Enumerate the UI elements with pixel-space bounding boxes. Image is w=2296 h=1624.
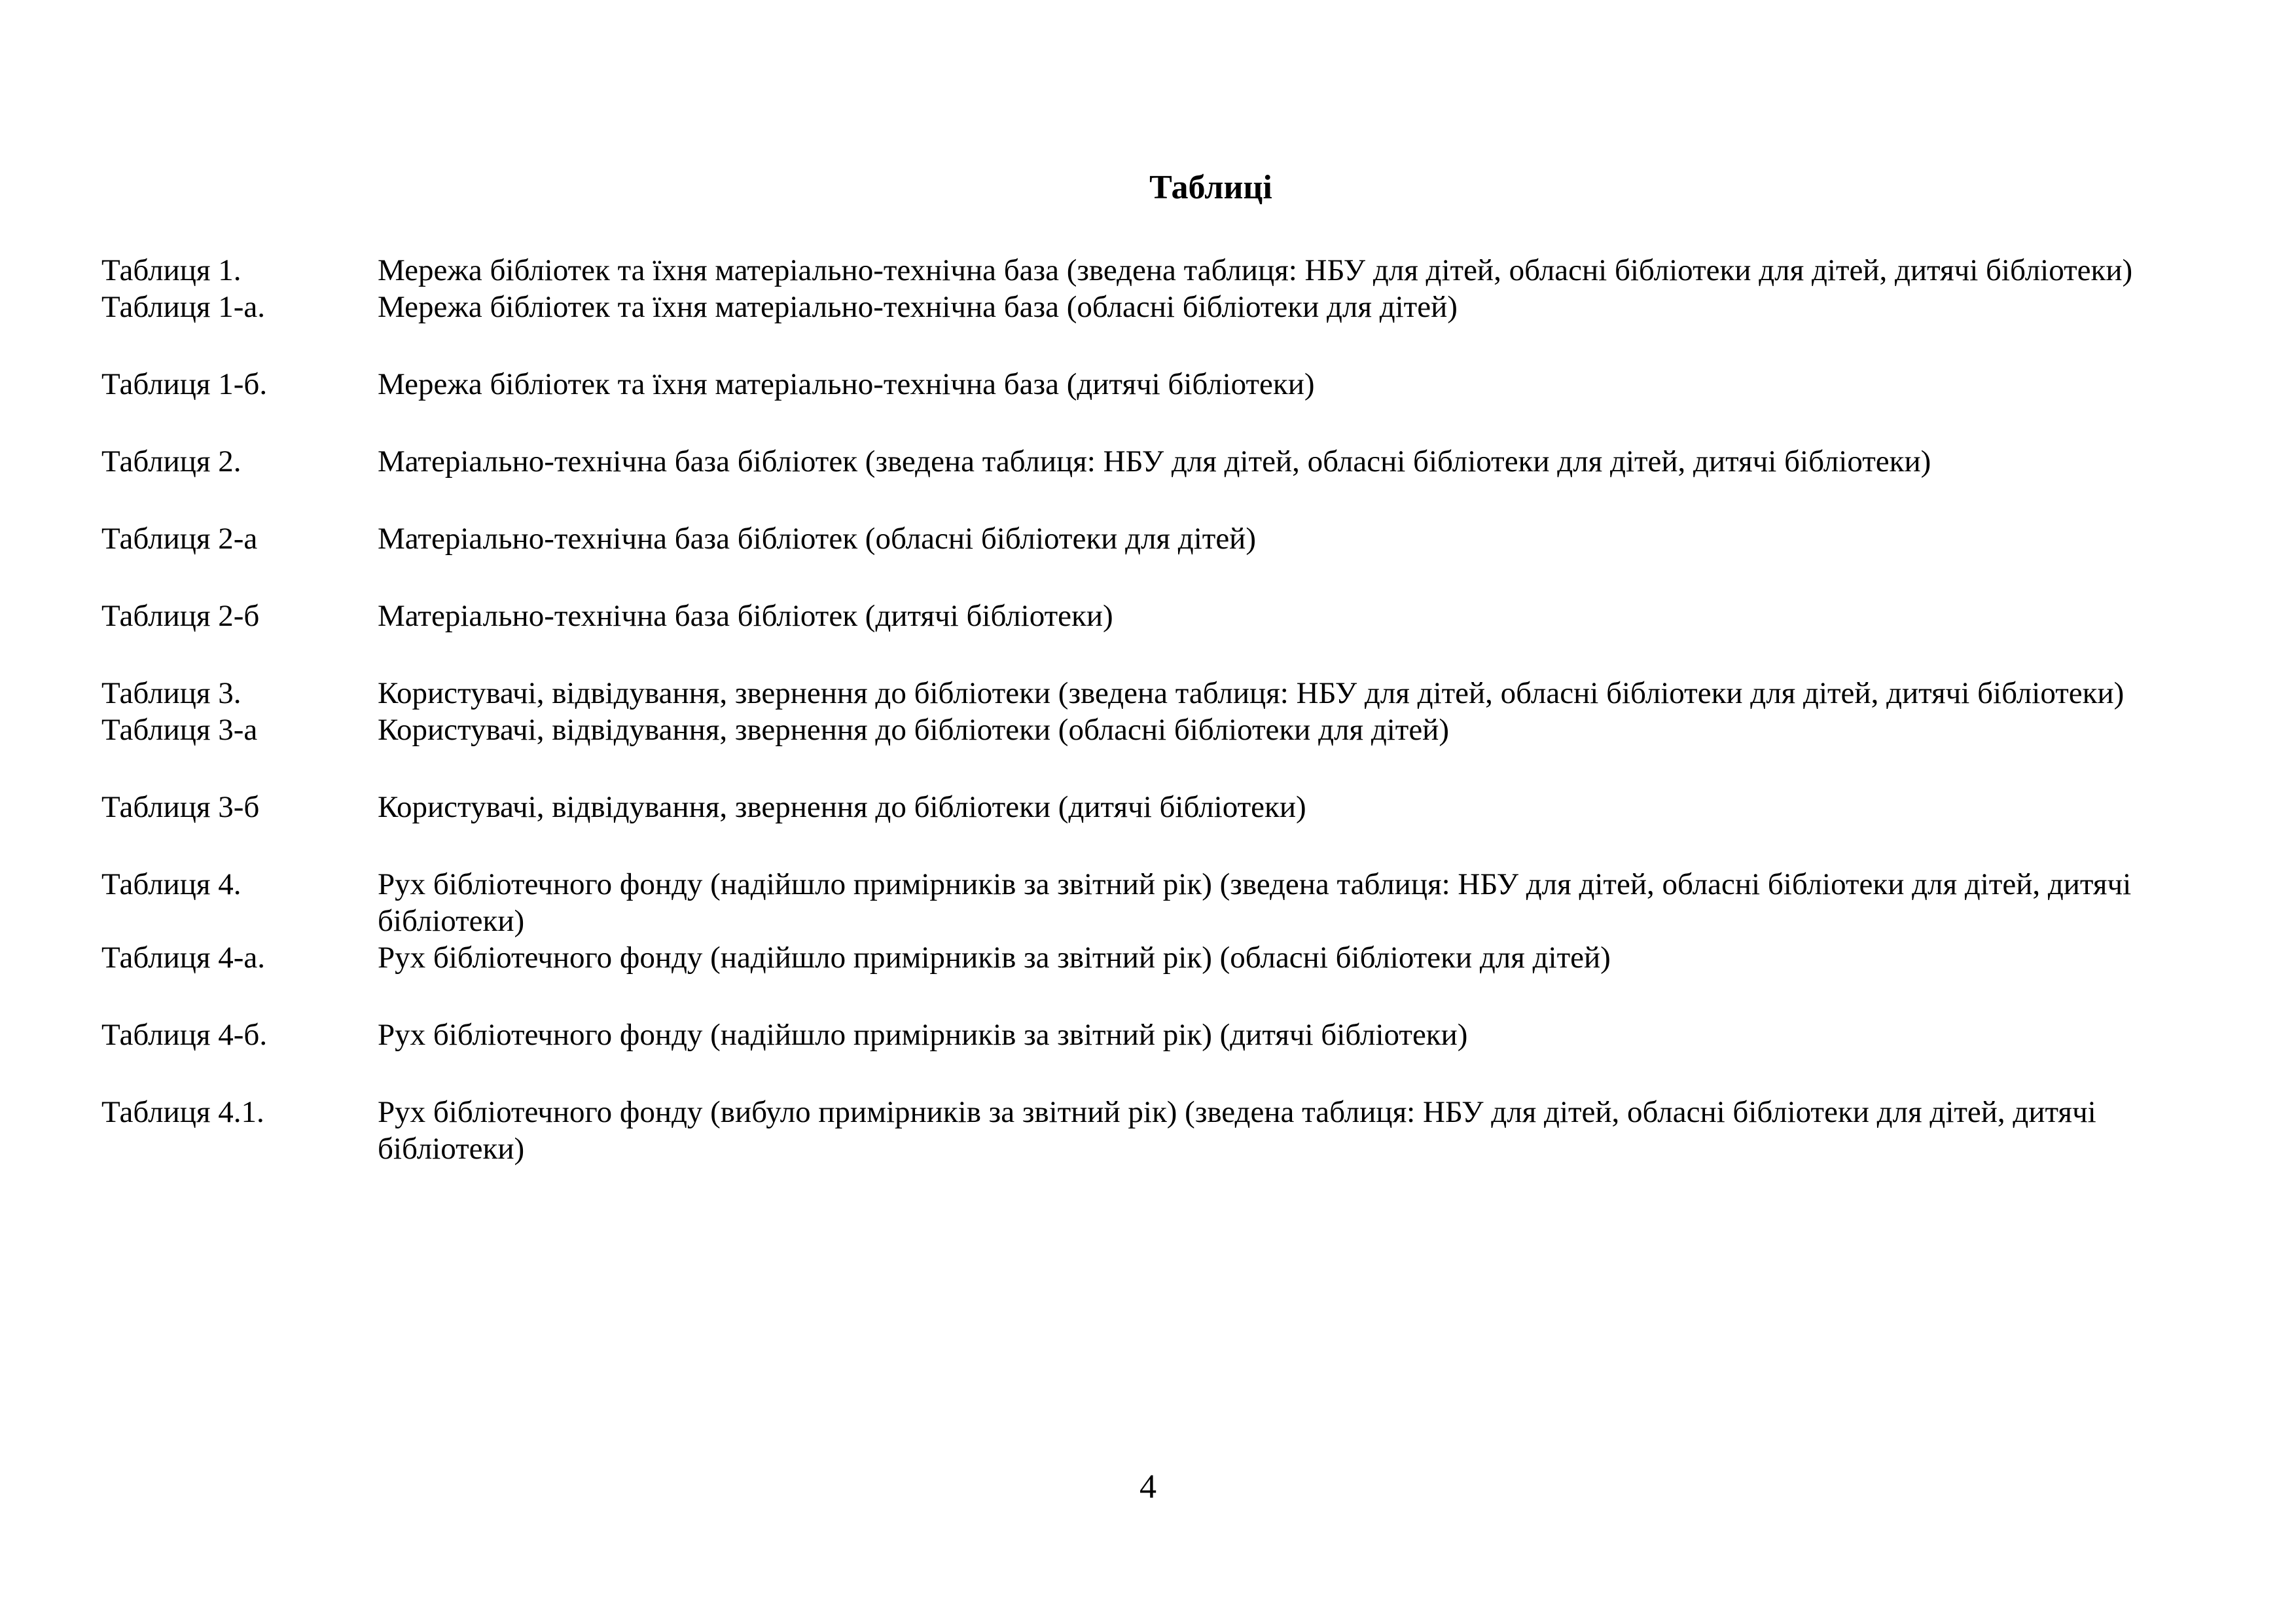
table-entry-4-1 xyxy=(101,1094,2196,1167)
table-entry-3a xyxy=(101,712,2196,748)
table-entry-label: Таблиця 3-б xyxy=(101,790,260,824)
table-entry-4 xyxy=(101,866,2196,939)
table-entry-description: Користувачі, відвідування, звернення до бібліотеки (обласні бібліотеки для дітей) xyxy=(378,713,1449,747)
table-entry-description: Мережа бібліотек та їхня матеріально-технічна база (зведена таблиця: НБУ для дітей, обласні бібліотеки для дітей, дитячі бібліотеки) xyxy=(378,253,2133,287)
table-entry-1b xyxy=(101,366,2196,403)
table-entry-label: Таблиця 4.1. xyxy=(101,1095,264,1129)
table-entry-label: Таблиця 1-б. xyxy=(101,367,268,401)
table-entry-label: Таблиця 1. xyxy=(101,253,242,287)
page-title: Таблиці xyxy=(1149,169,1272,206)
table-entry-2a xyxy=(101,520,2196,557)
table-entry-label: Таблиця 4. xyxy=(101,867,242,901)
table-entry-4b xyxy=(101,1017,2196,1053)
table-entry-description: Рух бібліотечного фонду (вибуло примірників за звітний рік) (зведена таблиця: НБУ для дітей, обласні бібліотеки для дітей, дитячі бібліотеки) xyxy=(378,1095,2096,1166)
table-entry-label: Таблиця 4-а. xyxy=(101,941,266,975)
table-entry-description: Мережа бібліотек та їхня матеріально-технічна база (дитячі бібліотеки) xyxy=(378,367,1315,401)
table-entry-description: Рух бібліотечного фонду (надійшло примірників за звітний рік) (обласні бібліотеки для дітей) xyxy=(378,941,1611,975)
table-entry-label: Таблиця 3. xyxy=(101,676,242,710)
table-entry-3 xyxy=(101,675,2196,712)
table-entry-description: Рух бібліотечного фонду (надійшло примірників за звітний рік) (зведена таблиця: НБУ для дітей, обласні бібліотеки для дітей, дитячі бібліотеки) xyxy=(378,867,2132,938)
table-entry-1a xyxy=(101,289,2196,325)
table-entry-label: Таблиця 2-б xyxy=(101,599,260,633)
table-entry-label: Таблиця 2-а xyxy=(101,522,258,556)
table-entry-label: Таблиця 1-а. xyxy=(101,290,266,324)
page-number: 4 xyxy=(1139,1468,1157,1506)
table-entry-description: Рух бібліотечного фонду (надійшло примірників за звітний рік) (дитячі бібліотеки) xyxy=(378,1018,1468,1052)
table-entry-description: Користувачі, відвідування, звернення до бібліотеки (дитячі бібліотеки) xyxy=(378,790,1306,824)
table-entry-3b xyxy=(101,789,2196,825)
table-entry-description: Матеріально-технічна база бібліотек (дитячі бібліотеки) xyxy=(378,599,1113,633)
table-entry-2 xyxy=(101,443,2196,480)
table-entry-4a xyxy=(101,939,2196,976)
table-entry-description: Матеріально-технічна база бібліотек (обласні бібліотеки для дітей) xyxy=(378,522,1256,556)
table-entry-label: Таблиця 2. xyxy=(101,444,242,478)
tables-list xyxy=(101,252,2196,1167)
table-entry-2b xyxy=(101,598,2196,634)
table-entry-description: Матеріально-технічна база бібліотек (зведена таблиця: НБУ для дітей, обласні бібліотеки для дітей, дитячі бібліотеки) xyxy=(378,444,1931,478)
table-entry-label: Таблиця 4-б. xyxy=(101,1018,268,1052)
table-entry-1 xyxy=(101,252,2196,289)
table-entry-description: Користувачі, відвідування, звернення до бібліотеки (зведена таблиця: НБУ для дітей, обласні бібліотеки для дітей, дитячі бібліотеки) xyxy=(378,676,2125,710)
table-entry-label: Таблиця 3-а xyxy=(101,713,258,747)
table-entry-description: Мережа бібліотек та їхня матеріально-технічна база (обласні бібліотеки для дітей) xyxy=(378,290,1458,324)
